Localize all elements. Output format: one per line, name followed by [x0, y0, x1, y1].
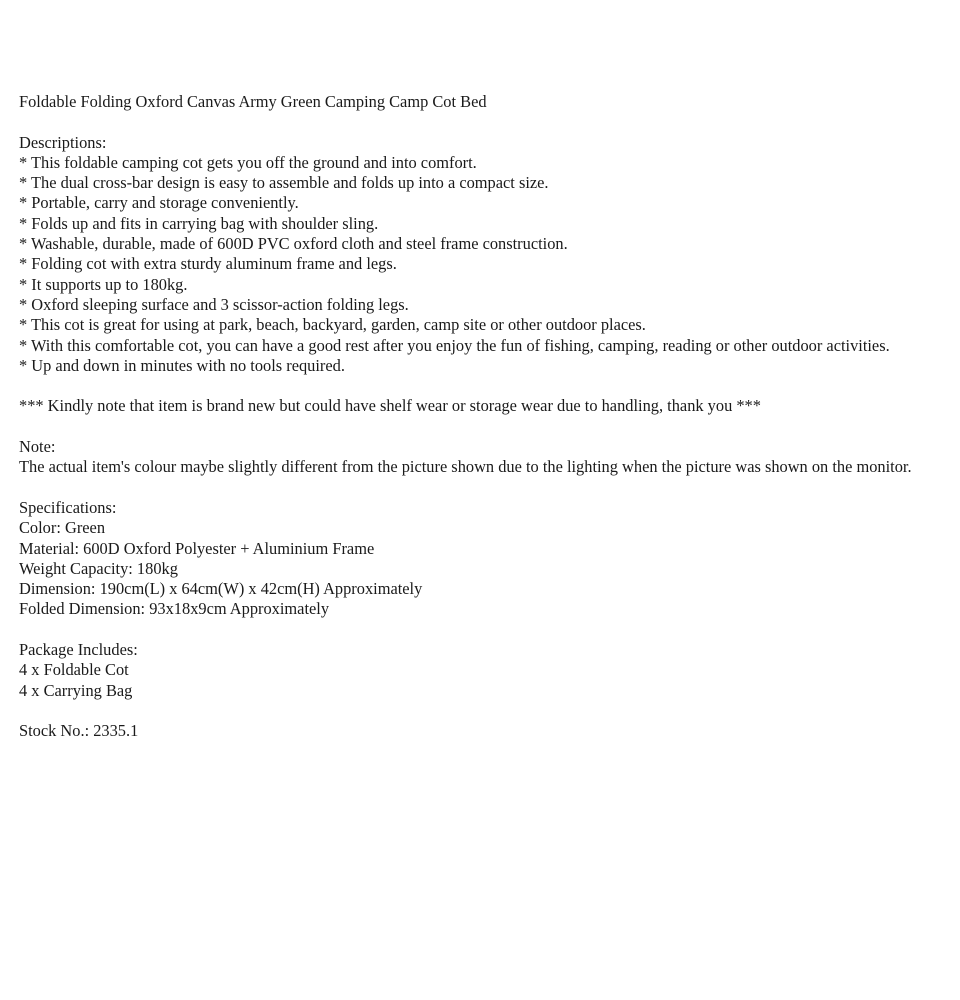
- description-item: * This cot is great for using at park, beach, backyard, garden, camp site or other outdoor places.: [19, 315, 646, 335]
- description-item: * Folds up and fits in carrying bag with shoulder sling.: [19, 213, 379, 233]
- note-text: The actual item's colour maybe slightly different from the picture shown due to the lighting when the picture was shown on the monitor.: [19, 457, 912, 477]
- description-item: * Folding cot with extra sturdy aluminum frame and legs.: [19, 254, 397, 274]
- description-item: * Washable, durable, made of 600D PVC oxford cloth and steel frame construction.: [19, 234, 568, 254]
- description-item: * It supports up to 180kg.: [19, 274, 188, 294]
- specification-item: Color: Green: [19, 518, 106, 538]
- spacer: [19, 620, 944, 640]
- specification-item: Weight Capacity: 180kg: [19, 558, 178, 578]
- product-title: Foldable Folding Oxford Canvas Army Green Camping Camp Cot Bed: [19, 92, 487, 111]
- spacer: [19, 112, 944, 132]
- description-item: * This foldable camping cot gets you off the ground and into comfort.: [19, 152, 477, 172]
- description-item: * Up and down in minutes with no tools required.: [19, 355, 345, 375]
- spacer: [19, 478, 944, 498]
- specification-item: Material: 600D Oxford Polyester + Aluminium Frame: [19, 538, 375, 558]
- descriptions-heading: Descriptions:: [19, 132, 107, 152]
- note-heading: Note:: [19, 437, 56, 457]
- specification-item: Dimension: 190cm(L) x 64cm(W) x 42cm(H) Approximately: [19, 579, 423, 599]
- package-heading: Package Includes:: [19, 640, 138, 660]
- product-description: [19, 92, 944, 742]
- specification-item: Folded Dimension: 93x18x9cm Approximately: [19, 599, 330, 619]
- specifications-heading: Specifications:: [19, 497, 117, 517]
- description-item: * The dual cross-bar design is easy to assemble and folds up into a compact size.: [19, 173, 549, 193]
- package-item: 4 x Foldable Cot: [19, 660, 129, 680]
- description-item: * Portable, carry and storage conveniently.: [19, 193, 299, 213]
- spacer: [19, 417, 944, 437]
- stock-number: Stock No.: 2335.1: [19, 721, 139, 741]
- description-item: * With this comfortable cot, you can have a good rest after you enjoy the fun of fishing, camping, reading or other outdoor activities.: [19, 335, 890, 355]
- kindly-note: *** Kindly note that item is brand new but could have shelf wear or storage wear due to handling, thank you ***: [19, 396, 761, 416]
- spacer: [19, 376, 944, 396]
- description-item: * Oxford sleeping surface and 3 scissor-action folding legs.: [19, 294, 409, 314]
- spacer: [19, 701, 944, 721]
- package-item: 4 x Carrying Bag: [19, 680, 133, 700]
